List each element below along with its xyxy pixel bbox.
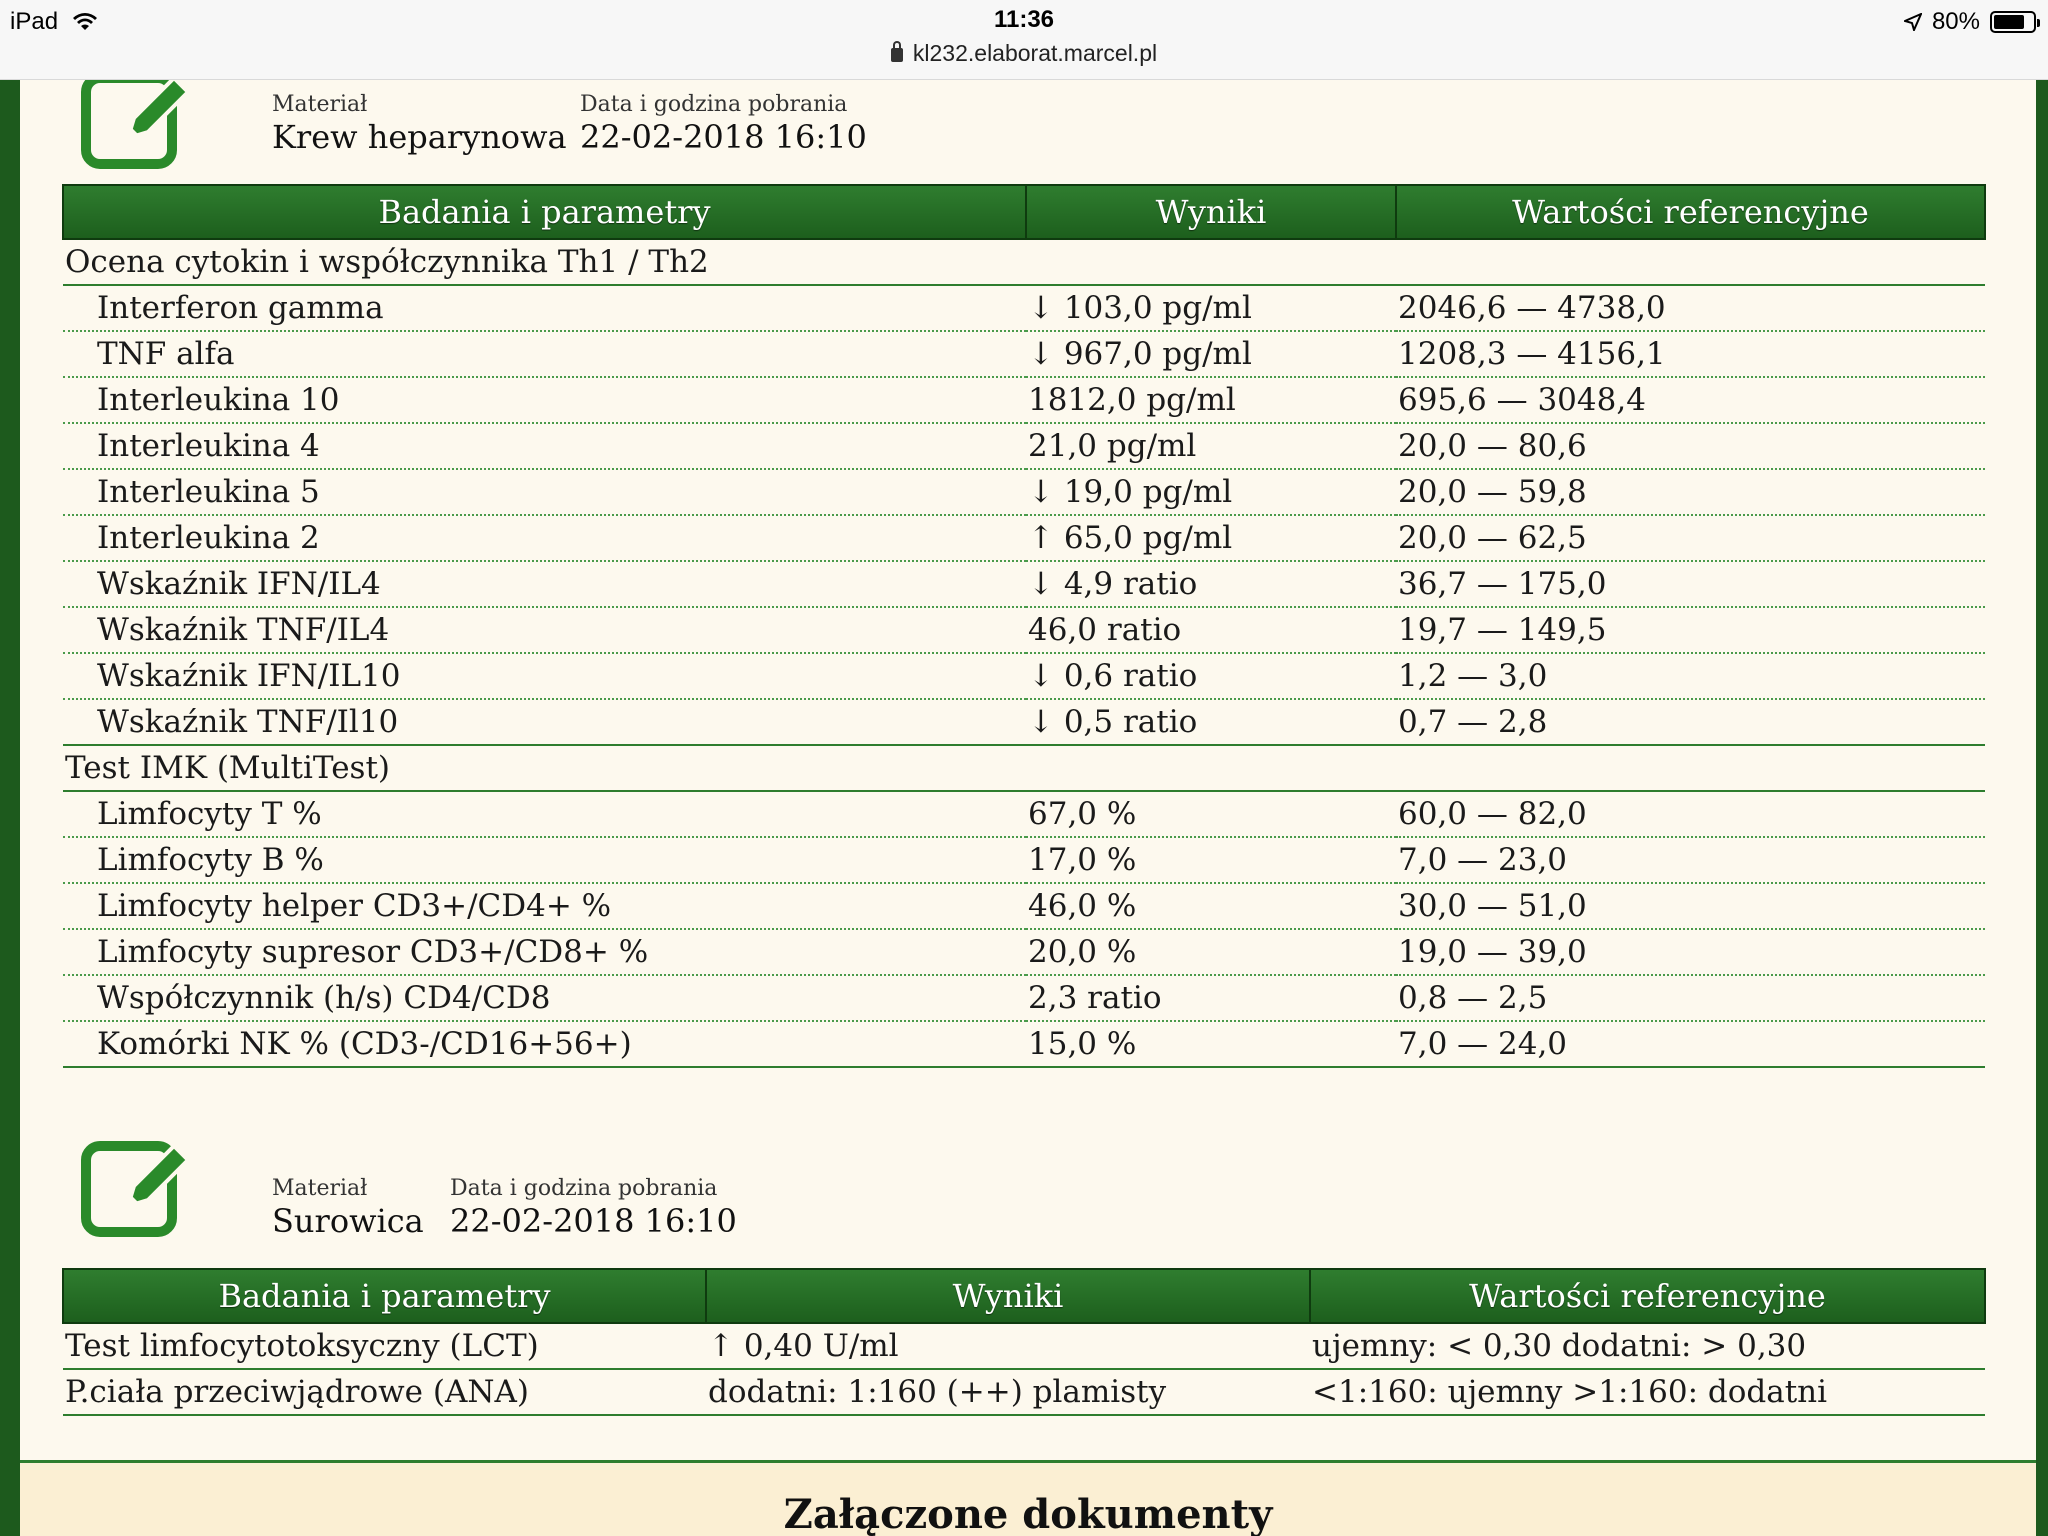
column-header-tests: Badania i parametry [63,185,1026,239]
table-row [63,1369,1985,1415]
battery-icon [1990,11,2036,33]
table-row [63,929,1985,975]
test-result: 67,0 % [1026,791,1396,837]
test-name: Limfocyty helper CD3+/CD4+ % [63,883,1026,929]
test-reference: 1,2 — 3,0 [1396,653,1985,699]
table-row [63,883,1985,929]
test-reference: 36,7 — 175,0 [1396,561,1985,607]
test-reference: 7,0 — 24,0 [1396,1021,1985,1067]
edit-note-icon [78,1128,198,1248]
test-name: Interleukina 4 [63,423,1026,469]
test-reference: 1208,3 — 4156,1 [1396,331,1985,377]
test-name: Limfocyty supresor CD3+/CD8+ % [63,929,1026,975]
date-label: Data i godzina pobrania [580,92,848,117]
column-header-results: Wyniki [1026,185,1396,239]
test-name: Wskaźnik IFN/IL10 [63,653,1026,699]
column-header-reference: Wartości referencyjne [1310,1269,1985,1323]
column-header-tests: Badania i parametry [63,1269,706,1323]
test-name: Wskaźnik IFN/IL4 [63,561,1026,607]
table-row [63,561,1985,607]
test-reference: 20,0 — 59,8 [1396,469,1985,515]
location-arrow-icon [1904,13,1922,31]
device-name: iPad [10,8,59,35]
table-row [63,515,1985,561]
table-row [63,469,1985,515]
test-result: ↓ 4,9 ratio [1026,561,1396,607]
test-reference: 19,7 — 149,5 [1396,607,1985,653]
test-name: Interferon gamma [63,285,1026,331]
test-reference: 20,0 — 62,5 [1396,515,1985,561]
test-result: 2,3 ratio [1026,975,1396,1021]
table-row [63,653,1985,699]
test-result: 15,0 % [1026,1021,1396,1067]
test-name: Wskaźnik TNF/Il10 [63,699,1026,745]
test-name: Współczynnik (h/s) CD4/CD8 [63,975,1026,1021]
status-right [1904,8,2036,36]
test-name: Komórki NK % (CD3-/CD16+56+) [63,1021,1026,1067]
test-reference: 0,8 — 2,5 [1396,975,1985,1021]
test-result: 21,0 pg/ml [1026,423,1396,469]
attachments-section [20,1460,2036,1536]
test-result: ↓ 967,0 pg/ml [1026,331,1396,377]
test-name: Limfocyty T % [63,791,1026,837]
results-page [20,80,2036,1536]
clock: 11:36 [993,6,1055,33]
test-name: Test limfocytotoksyczny (LCT) [63,1323,706,1369]
column-header-results: Wyniki [706,1269,1310,1323]
edit-note-icon [78,80,198,180]
table-row [63,699,1985,745]
table-row [63,331,1985,377]
battery-percent: 80% [1931,8,1980,35]
test-result: ↓ 0,5 ratio [1026,699,1396,745]
date-label: Data i godzina pobrania [450,1176,718,1201]
test-result: ↑ 0,40 U/ml [706,1323,1310,1369]
material-value: Krew heparynowa [272,118,567,156]
test-result: dodatni: 1:160 (++) plamisty [706,1369,1310,1415]
test-result: ↓ 103,0 pg/ml [1026,285,1396,331]
table-row [63,285,1985,331]
group-title: Test IMK (MultiTest) [63,745,1985,791]
table-row [63,377,1985,423]
table-row [63,1323,1985,1369]
test-reference: ujemny: < 0,30 dodatni: > 0,30 [1310,1323,1985,1369]
table-row [63,837,1985,883]
material-value: Surowica [272,1202,424,1240]
test-reference: 0,7 — 2,8 [1396,699,1985,745]
test-reference: 695,6 — 3048,4 [1396,377,1985,423]
column-header-reference: Wartości referencyjne [1396,185,1985,239]
test-result: 20,0 % [1026,929,1396,975]
date-value: 22-02-2018 16:10 [580,118,867,156]
test-reference: <1:160: ujemny >1:160: dodatni [1310,1369,1985,1415]
attachments-title: Załączone dokumenty [783,1491,1273,1536]
group-row [63,745,1985,791]
test-reference: 20,0 — 80,6 [1396,423,1985,469]
group-title: Ocena cytokin i współczynnika Th1 / Th2 [63,239,1985,285]
material-label: Materiał [272,1176,368,1201]
table-row [63,791,1985,837]
material-label: Materiał [272,92,368,117]
results-table-heparin [62,184,1986,1068]
status-bar [0,0,2048,80]
table-row [63,607,1985,653]
test-name: Wskaźnik TNF/IL4 [63,607,1026,653]
test-reference: 30,0 — 51,0 [1396,883,1985,929]
table-row [63,423,1985,469]
test-name: TNF alfa [63,331,1026,377]
test-reference: 60,0 — 82,0 [1396,791,1985,837]
address-bar[interactable] [0,40,2048,67]
lock-icon [891,48,903,62]
test-name: Limfocyty B % [63,837,1026,883]
test-result: 46,0 % [1026,883,1396,929]
test-reference: 2046,6 — 4738,0 [1396,285,1985,331]
test-name: Interleukina 10 [63,377,1026,423]
test-name: Interleukina 2 [63,515,1026,561]
test-result: ↑ 65,0 pg/ml [1026,515,1396,561]
results-table-serum [62,1268,1986,1416]
test-reference: 7,0 — 23,0 [1396,837,1985,883]
test-result: ↓ 0,6 ratio [1026,653,1396,699]
test-name: Interleukina 5 [63,469,1026,515]
test-result: ↓ 19,0 pg/ml [1026,469,1396,515]
test-result: 46,0 ratio [1026,607,1396,653]
group-row [63,239,1985,285]
test-result: 17,0 % [1026,837,1396,883]
test-name: P.ciała przeciwjądrowe (ANA) [63,1369,706,1415]
table-row [63,1021,1985,1067]
test-reference: 19,0 — 39,0 [1396,929,1985,975]
date-value: 22-02-2018 16:10 [450,1202,737,1240]
test-result: 1812,0 pg/ml [1026,377,1396,423]
url-text: kl232.elaborat.marcel.pl [912,40,1158,66]
table-row [63,975,1985,1021]
